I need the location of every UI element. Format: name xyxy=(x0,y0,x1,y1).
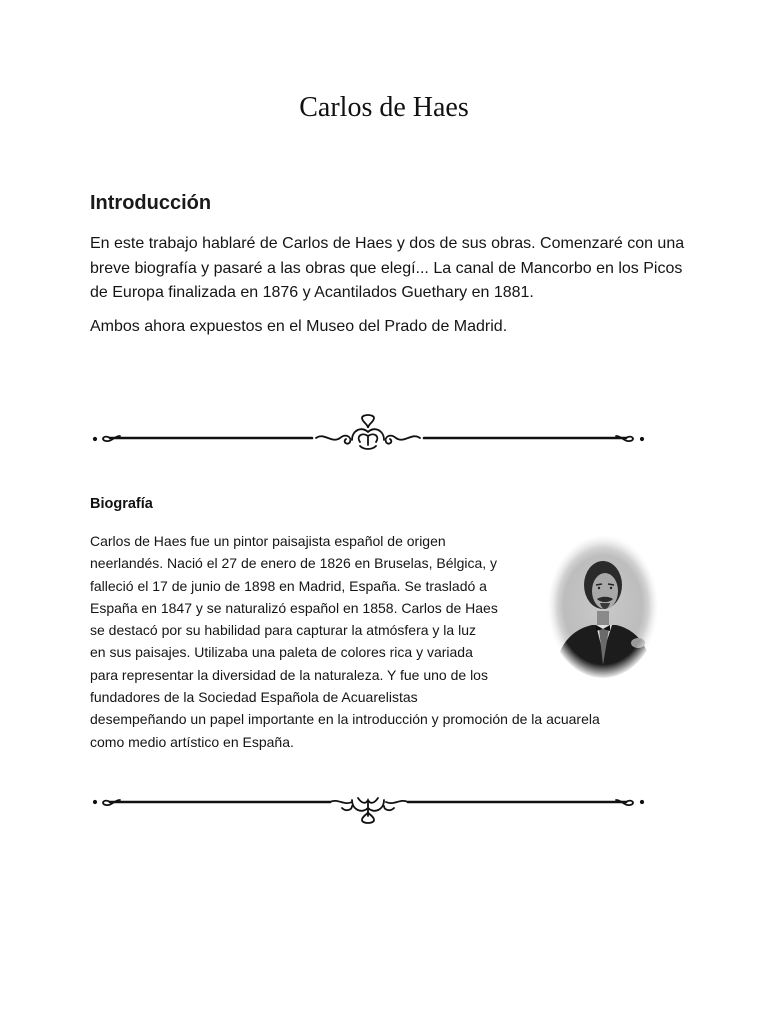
biography-line: se destacó por su habilidad para capturar la atmósfera y la luz xyxy=(90,622,476,639)
biography-line: como medio artístico en España. xyxy=(90,733,294,750)
intro-line: breve biografía y pasaré a las obras que elegí... La canal de Mancorbo en los Picos xyxy=(90,259,683,277)
biography-heading: Biografía xyxy=(90,496,153,512)
biography-line: desempeñando un papel importante en la introducción y promoción de la acuarela xyxy=(90,711,600,728)
intro-line: En este trabajo hablaré de Carlos de Haes y dos de sus obras. Comenzaré con una xyxy=(90,235,685,252)
biography-line: falleció el 17 de junio de 1898 en Madrid, España. Se trasladó a xyxy=(90,577,487,594)
biography-line: en sus paisajes. Utilizaba una paleta de colores rica y variada xyxy=(90,644,473,661)
intro-paragraph-2: Ambos ahora expuestos en el Museo del Prado de Madrid. xyxy=(90,318,508,335)
biography-line: España en 1847 y se naturalizó español en 1858. Carlos de Haes xyxy=(90,599,498,616)
flourish-divider-icon xyxy=(90,790,650,830)
biography-line: Carlos de Haes fue un pintor paisajista español de origen xyxy=(90,533,446,549)
flourish-divider-icon xyxy=(90,412,650,452)
biography-line: neerlandés. Nació el 27 de enero de 1826 en Bruselas, Bélgica, y xyxy=(90,555,498,572)
intro-line: de Europa finalizada en 1876 y Acantilados Guethary en 1881. xyxy=(90,284,534,301)
portrait-photo xyxy=(546,533,660,679)
intro-paragraph xyxy=(90,232,690,306)
document-title: Carlos de Haes xyxy=(299,92,469,123)
biography-line: fundadores de la Sociedad Española de Acuarelistas xyxy=(90,689,418,706)
biography-line: para representar la diversidad de la naturaleza. Y fue uno de los xyxy=(90,666,488,683)
intro-heading: Introducción xyxy=(90,192,212,214)
